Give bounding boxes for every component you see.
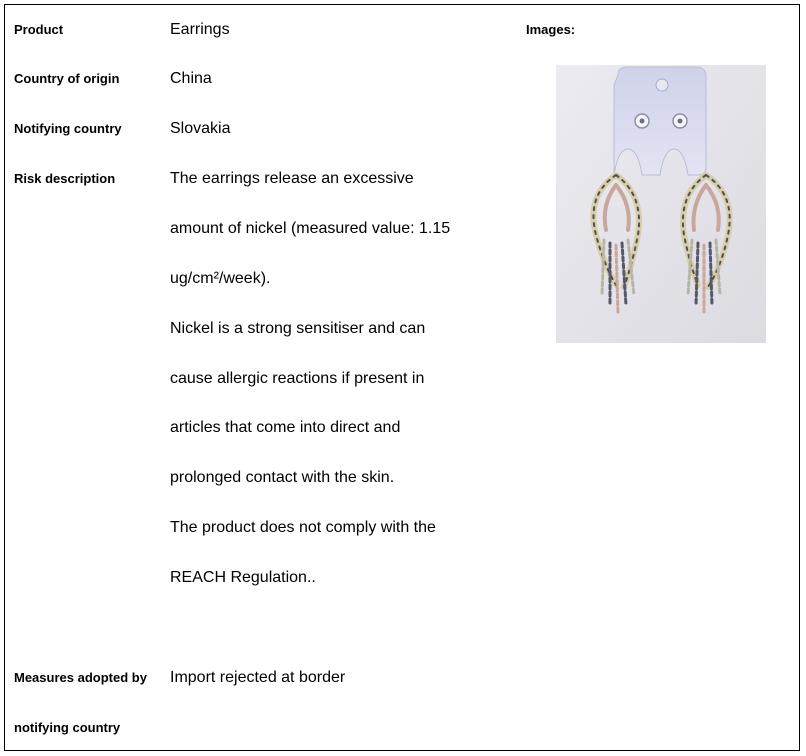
product-label: Product (14, 22, 64, 37)
notifying-country-label: Notifying country (14, 121, 122, 136)
origin-label: Country of origin (14, 71, 120, 86)
risk-line: cause allergic reactions if present in (170, 370, 425, 387)
measures-label-continued: notifying country (14, 720, 121, 735)
product-value: Earrings (170, 21, 230, 38)
origin-value: China (170, 70, 212, 87)
risk-line: The earrings release an excessive (170, 170, 414, 187)
risk-description-label: Risk description (14, 171, 116, 186)
risk-line: The product does not comply with the (170, 519, 436, 536)
measures-value: Import rejected at border (170, 669, 346, 686)
risk-line: amount of nickel (measured value: 1.15 (170, 220, 451, 237)
risk-line: articles that come into direct and (170, 419, 401, 436)
risk-line: REACH Regulation.. (170, 569, 316, 586)
notifying-country-value: Slovakia (170, 120, 231, 137)
earrings-illustration (556, 65, 766, 343)
risk-line: ug/cm²/week). (170, 270, 271, 287)
images-label: Images: (526, 22, 576, 37)
earrings-photo (556, 65, 766, 343)
risk-line: prolonged contact with the skin. (170, 469, 395, 486)
measures-label: Measures adopted by (14, 670, 147, 685)
risk-line: Nickel is a strong sensitiser and can (170, 320, 426, 337)
